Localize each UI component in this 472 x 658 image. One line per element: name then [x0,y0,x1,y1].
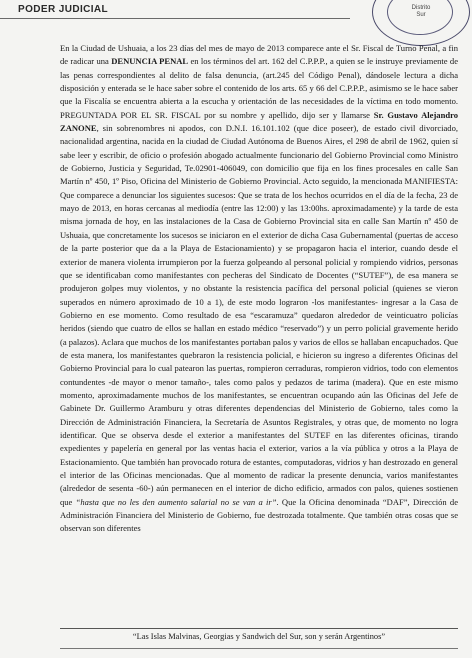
text-run: en los términos del art. 162 del C.P.P.P., a quien se le instruye previamente de las penas correspondientes al delito de falsa denuncia, (art.245 del Código Penal), dándosele lectura a dicha disposición y enterada se le hace saber sobre el contenido de los arts. 65 y 66 del C.P.P.P., asimismo se le hace saber que la Fiscalía se encuentra abierta a la escucha y orientación de las necesidades de la víctima en todo momento. PREGUNTADA POR EL SR. FISCAL por su nombre y apellido, dijo ser y llamarse [60,56,458,120]
footer-top-rule [60,628,458,629]
text-run-bold: DENUNCIA PENAL [111,56,189,67]
footer-bottom-rule [60,648,458,649]
text-run: , sin sobrenombres ni apodos, con D.N.I. 16.101.102 (que dice poseer), de estado civil divorciado, nacionalidad argentina, nacida en la ciudad de Ciudad Autónoma de Buenos Aires, el 298 de abril de 1962, quien sí sabe leer y escribir, de oficio o profesión abogado actualmente funcionario del Gobierno Provincial como Ministro de Gobierno, Justicia y Seguridad, Te.02901-406049, con domicilio que fija en los fines procesales en calle San Martín nº 450, 1º Piso, Oficina del Ministerio de Gobierno Provincial. Acto seguido, la mencionada MANIFIESTA: Que comparece a denunciar los siguientes sucesos: Que se trata de los hechos ocurridos en el día de la fecha, 23 de mayo de 2013, en horas cercanas al mediodía (entre las 12:00) y las 13:00hs. aproximadamente) y la tarde de esta misma jornada de hoy, en las instalaciones de la Casa de Gobierno Provincial sita en calle San Martín nº 450 de Ushuaia, que concretamente los sucesos se iniciaron en el exterior de dicha Casa Gubernamental (puertas de acceso de la parte posterior que da a la Playa de Estacionamiento) y se propagaron hacia el interior, cuando desde el exterior de manera violenta irrumpieron por la fuerza golpeando al personal policial y rompiendo vidrios, personas que se identificaban como manifestantes con pecheras del Sindicato de Docentes (“SUTEF”), de esa manera se produjeron golpes muy violentos, y no obstante la resistencia pacífica del personal policial (quienes se vieron superados en número aproximado de 10 a 1), de este modo lograron -los manifestantes- ingresar a la Casa de Gobierno en ese momento. Como resultado de esa “escaramuza” quedaron alrededor de veinticuatro policías heridos (siendo que cuatro de ellos se hallan en estado médico “reservado”) y un perro policial gravemente herido (a palazos). Aclara que muchos de los manifestantes portaban palos y varios de ellos se hallaban encapuchados. Que de esta manera, los manifestantes quebraron la resistencia policial, e hicieron su ingreso a diferentes Oficinas del Gobierno Provincial para lo cual patearon las puertas, rompieron cerraduras, rompieron vidrios, todo con elementos contundentes -de mayor o menor tamaño-, tales como palos y pedazos de tarima (madera). Que en este mismo momento, aproximadamente muchos de los manifestantes, se encuentran ocupando aún las Oficinas del Jefe de Gabinete Dr. Guillermo Aramburu y otras diferentes dependencias del Ministerio de Gobierno, tales como la Dirección de Administración Financiera, la Secretaría de Asuntos Registrales, y otras que, de momento no logra identificar. Que se observa desde el exterior a manifestantes del SUTEF en las diferentes oficinas, tirando expedientes y papelería en general por las ventas hacia el exterior, varios a la vía pública y otros a la Playa de Estacionamiento. Que también han provocado rotura de estantes, computadoras, vidrios y han destrozado en general el interior de las Oficinas mencionadas. Que al momento de radicar la presente denuncia, varios manifestantes (alrededor de sesenta -60-) aún permanecen en el interior de dicho edificio, armados con palos, quienes sostienen que [60,123,458,507]
text-run: . Que la Oficina denominada “DAF”, Dirección de Administración Financiera del Ministerio de Gobierno, fue destrozada totalmente. Que también otras cosas que se observan son diferentes [60,496,459,534]
text-run-bold: Sr. Gustavo Alejandro ZANONE [60,109,458,134]
header-label: PODER JUDICIAL [18,4,109,15]
text-run: En la Ciudad de Ushuaia, a los 23 días del mes de mayo de 2013 comparece ante el Sr. Fiscal de Turno Penal, a fin de radicar una [60,43,458,67]
footer-motto: “Las Islas Malvinas, Georgias y Sandwich del Sur, son y serán Argentinos” [132,632,386,641]
court-seal [372,0,470,46]
seal-line-1: Distrito [411,5,431,11]
seal-line-2: Sur [416,12,426,18]
court-seal-text [373,5,469,19]
text-run-italic: “hasta que no les den aumento salarial no se van a ir” [75,496,277,507]
header-rule [0,18,350,19]
declaration-body [60,42,458,536]
declaration-paragraph [60,42,458,536]
